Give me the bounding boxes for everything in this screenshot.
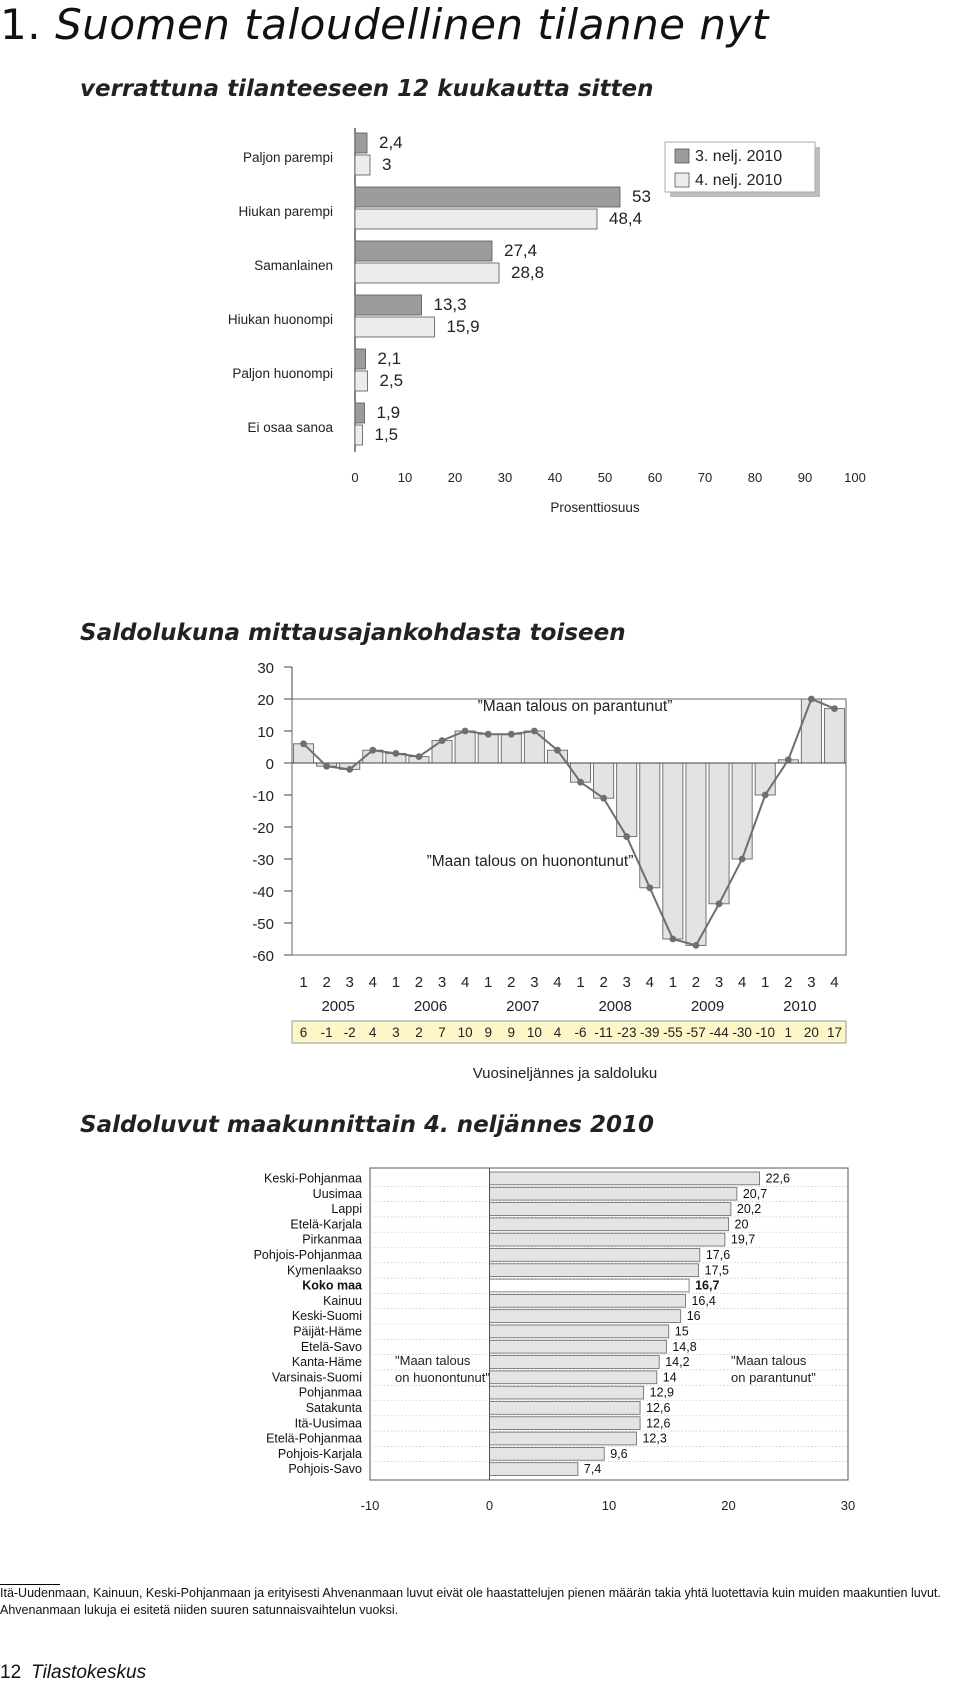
chart2-quarter-label: 4: [645, 974, 654, 991]
chart2-point: [346, 766, 353, 773]
chart1-bar-value: 27,4: [504, 241, 538, 260]
chart3-bar: [490, 1325, 669, 1338]
chart1-legend-swatch: [675, 149, 689, 163]
chart2-value-label: 1: [784, 1025, 793, 1040]
chart2-quarter-label: 1: [668, 974, 678, 991]
chart2-quarter-label: 3: [345, 974, 354, 991]
chart3-annotation-improved-2: on parantunut": [731, 1370, 816, 1385]
chart1-x-tick: 40: [547, 470, 563, 485]
chart1-bar: [355, 263, 499, 283]
chart1-bar: [355, 371, 368, 391]
chart2-point: [669, 936, 676, 943]
chart1-x-tick: 50: [597, 470, 613, 485]
chart2-y-tick: 10: [257, 724, 274, 741]
chart2-point: [808, 696, 815, 703]
chart2-quarter-label: 3: [622, 974, 631, 991]
chart3-bar-value: 14,2: [665, 1355, 690, 1370]
chart1-bar: [355, 133, 367, 153]
chart2-point: [369, 747, 376, 754]
chart2-point: [323, 763, 330, 770]
chart3-bar: [490, 1417, 641, 1430]
chart1-x-tick: 10: [397, 470, 413, 485]
chart2-point: [439, 737, 446, 744]
chart2-quarter-label: 4: [737, 974, 747, 991]
footnote-line-1: Itä-Uudenmaan, Kainuun, Keski-Pohjanmaan ja erityisesti Ahvenanmaan luvut eivät ole haastattelujen pienen määrän takia yhtä luotettavia kuin muiden maakuntien luvut.: [0, 1586, 941, 1600]
chart2-value-label: 6: [299, 1025, 308, 1040]
chart2-year-label: 2006: [413, 998, 448, 1015]
chart2-quarter-label: 3: [530, 974, 539, 991]
chart3-region-label: Lappi: [331, 1202, 362, 1217]
chart1-x-tick: 0: [351, 470, 359, 485]
chart2-quarter-label: 3: [714, 974, 724, 991]
chart1-category-label: Hiukan parempi: [238, 204, 333, 219]
chart2-point: [785, 756, 792, 763]
chart1-bar: [355, 403, 365, 423]
chart3-bar: [490, 1279, 690, 1292]
chart2-title: Saldolukuna mittausajankohdasta toiseen: [80, 620, 626, 646]
chart2-quarter-label: 1: [576, 974, 585, 991]
chart3-bar-value: 20,2: [736, 1202, 762, 1217]
chart2-quarter-label: 4: [553, 974, 562, 991]
chart2-point: [462, 728, 469, 735]
chart2-quarter-label: 4: [830, 974, 839, 991]
chart1-x-tick: 100: [844, 470, 866, 485]
chart3-region-label: Kanta-Häme: [291, 1355, 362, 1370]
chart1-title: verrattuna tilanteeseen 12 kuukautta sitten: [80, 76, 654, 102]
chart2-point: [623, 833, 630, 840]
chart2-point: [485, 731, 492, 738]
chart3-bar: [490, 1187, 737, 1200]
chart2-value-label: 9: [484, 1025, 492, 1040]
chart1-bar: [355, 425, 363, 445]
chart2-quarter-label: 1: [761, 974, 770, 991]
chart2-point: [831, 705, 838, 712]
chart3-bar: [490, 1356, 660, 1369]
chart3-bar: [490, 1172, 760, 1185]
chart2-value-label: -1: [320, 1025, 333, 1040]
chart3-bar: [490, 1310, 681, 1323]
chart3-bar-value: 22,6: [765, 1171, 790, 1186]
chart2-y-tick: -30: [252, 852, 274, 869]
chart2-bar: [801, 699, 821, 763]
chart2-year-label: 2007: [506, 998, 540, 1015]
chart2-y-tick: 0: [265, 756, 274, 773]
chart3-bar-value: 12,6: [646, 1416, 671, 1431]
chart3-region-label: Keski-Pohjanmaa: [264, 1171, 362, 1186]
chart2-quarter-label: 1: [391, 974, 401, 991]
chart2-point: [577, 779, 584, 786]
publisher-name: Tilastokeskus: [31, 1662, 147, 1683]
chart2-value-label: 4: [553, 1025, 562, 1040]
chart2-value-label: 2: [415, 1025, 423, 1040]
chart2-quarter-label: 4: [368, 974, 377, 991]
chart2-value-label: -2: [343, 1025, 356, 1040]
chart3-region-label: Pohjanmaa: [298, 1385, 362, 1400]
chart2-bar: [709, 763, 729, 904]
chart1-legend-label: 4. nelj. 2010: [695, 172, 783, 189]
chart1-bar-value: 2,5: [379, 371, 404, 390]
chart1-bar: [355, 349, 366, 369]
chart3-bar-value: 16,4: [691, 1293, 716, 1308]
chart2-quarter-label: 2: [322, 974, 331, 991]
chart2-annotation-improved: ”Maan talous on parantunut”: [477, 698, 673, 715]
chart3-region-label: Uusimaa: [312, 1186, 362, 1201]
chart1-category-label: Paljon huonompi: [232, 366, 333, 381]
chart2-bar: [663, 763, 683, 939]
chart2-quarter-label: 4: [460, 974, 470, 991]
chart1-bar: [355, 241, 492, 261]
chart2-value-label: 9: [507, 1025, 516, 1040]
chart2-svg: [0, 655, 960, 1085]
chart3-region-label: Kainuu: [323, 1293, 362, 1308]
page-number: 12: [0, 1662, 22, 1683]
chart2-point: [716, 900, 723, 907]
chart3-bar: [490, 1447, 605, 1460]
chart2-point: [392, 750, 399, 757]
chart2-quarter-label: 3: [437, 974, 447, 991]
chart3-bar-value: 20: [734, 1217, 749, 1232]
chart3-region-label: Etelä-Karjala: [290, 1217, 362, 1232]
chart1-x-label: Prosenttiosuus: [550, 500, 640, 515]
chart2-year-label: 2010: [783, 998, 817, 1015]
chart3-bar-value: 9,6: [610, 1446, 628, 1461]
chart2-value-label: -39: [640, 1025, 660, 1040]
chart3-bar-value: 12,6: [646, 1401, 671, 1415]
chart3-bar: [490, 1264, 699, 1277]
chart3-bar: [490, 1432, 637, 1445]
page-title: [0, 0, 769, 49]
chart3-region-label: Pohjois-Karjala: [277, 1446, 362, 1461]
chart3-bar-value: 12,3: [642, 1431, 667, 1446]
chart1-bar: [355, 209, 597, 229]
chart3-bar: [490, 1402, 641, 1415]
chart2-point: [762, 792, 769, 799]
chart3-x-tick: 10: [601, 1498, 617, 1513]
chart3-bar-value: 17,5: [704, 1263, 729, 1278]
chart2-y-tick: -10: [252, 788, 274, 805]
chart2-y-tick: 30: [257, 660, 274, 677]
chart3-annotation-worsened-2: on huonontunut": [395, 1370, 490, 1385]
chart2-point: [554, 747, 561, 754]
chart2-value-label: -23: [616, 1025, 637, 1040]
chart1-legend-label: 3. nelj. 2010: [695, 148, 783, 165]
chart1-bar-value: 53: [632, 187, 651, 206]
chart1-bar-value: 3: [382, 155, 392, 174]
chapter-number: 1.: [0, 0, 42, 49]
chart3-svg: [0, 1160, 960, 1520]
chart3-bar: [490, 1233, 725, 1246]
chart3-region-label: Kymenlaakso: [286, 1263, 362, 1278]
chart2-bar: [824, 709, 844, 763]
chart2-bar: [455, 731, 475, 763]
chart2-bar: [732, 763, 752, 859]
chart3-bar: [490, 1203, 731, 1216]
chart1-legend-swatch: [675, 173, 689, 187]
chart1-x-tick: 30: [497, 470, 513, 485]
chart1-category-label: Ei osaa sanoa: [247, 420, 333, 435]
chart1-svg: [0, 120, 960, 520]
chart2-point: [646, 884, 653, 891]
chart3-region-label: Päijät-Häme: [293, 1324, 362, 1339]
chapter-title: Suomen taloudellinen tilanne nyt: [55, 0, 769, 49]
chart3-x-tick: -10: [360, 1498, 380, 1513]
chart3-bar-value: 17,6: [705, 1248, 731, 1262]
chart1-bar: [355, 187, 620, 207]
chart3-x-tick: 0: [485, 1498, 494, 1513]
chart2-year-label: 2005: [321, 998, 355, 1015]
page-footer: [0, 1662, 146, 1684]
chart2-point: [531, 728, 538, 735]
chart2-quarter-label: 2: [507, 974, 516, 991]
chart3-bar-value: 7,4: [583, 1462, 602, 1477]
chart2-quarter-label: 3: [807, 974, 816, 991]
chart2-point: [600, 795, 607, 802]
chart3-bar-value: 16: [686, 1309, 701, 1324]
chart3-bar: [490, 1340, 667, 1353]
chart3-bar: [490, 1463, 578, 1476]
chart2-point: [416, 753, 423, 760]
chart3-bar-value: 20,7: [742, 1186, 768, 1201]
chart1-bar: [355, 155, 370, 175]
chart2-y-tick: -20: [252, 820, 274, 837]
chart2-bar: [501, 734, 521, 763]
chart2-value-label: 20: [803, 1025, 819, 1040]
chart2-line: [304, 699, 835, 945]
chart2-quarter-label: 2: [599, 974, 608, 991]
chart2-y-tick: -40: [252, 884, 274, 901]
chart2-value-label: -44: [709, 1025, 729, 1040]
chart2-value-label: -6: [574, 1025, 587, 1040]
chart2-value-label: -55: [663, 1025, 683, 1040]
chart2-value-label: -30: [732, 1025, 752, 1040]
chart3-region-label: Pohjois-Savo: [288, 1462, 362, 1477]
chart3-region-label: Keski-Suomi: [291, 1309, 362, 1324]
chart3-bar: [490, 1371, 657, 1384]
chart1-bar-value: 48,4: [609, 209, 643, 228]
chart3-region-label: Itä-Uusimaa: [294, 1416, 362, 1431]
chart2-annotation-worsened: ”Maan talous on huonontunut”: [426, 853, 634, 870]
chart3-region-label: Satakunta: [305, 1401, 362, 1415]
chart1-bar-value: 1,5: [374, 425, 399, 444]
chart1-x-tick: 20: [447, 470, 463, 485]
chart1-bar-value: 28,8: [511, 263, 545, 282]
chart2-value-label: -11: [594, 1025, 613, 1040]
chart1-bar-value: 1,9: [376, 403, 401, 422]
chart3-region-label: Pirkanmaa: [302, 1232, 362, 1247]
chart2-quarter-label: 1: [484, 974, 493, 991]
chart2-year-label: 2008: [598, 998, 632, 1015]
chart2-y-tick: -60: [252, 948, 274, 965]
footnote-line-2: Ahvenanmaan lukuja ei esitetä niiden suuren satunnaisvaihtelun vuoksi.: [0, 1603, 399, 1617]
chart2-quarter-label: 1: [299, 974, 308, 991]
chart3-bar-value: 16,7: [695, 1278, 720, 1293]
chart1-bar-value: 13,3: [433, 295, 467, 314]
chart3-bar-value: 15: [674, 1324, 689, 1339]
chart2-value-label: 17: [826, 1025, 842, 1040]
chart1-category-label: Hiukan huonompi: [227, 312, 333, 327]
chart2-point: [508, 731, 515, 738]
chart3-title: Saldoluvut maakunnittain 4. neljännes 2010: [80, 1112, 655, 1138]
chart3-bar: [490, 1294, 686, 1307]
chart1-x-tick: 60: [647, 470, 663, 485]
chart2-value-label: 3: [392, 1025, 400, 1040]
chart2-y-tick: 20: [257, 692, 274, 709]
chart3-region-label: Etelä-Pohjanmaa: [266, 1431, 362, 1446]
chart2-quarter-label: 2: [784, 974, 793, 991]
chart2-value-label: 10: [457, 1025, 473, 1040]
chart2-bar: [478, 734, 498, 763]
chart2-value-label: -57: [686, 1025, 706, 1040]
chart2-point: [739, 856, 746, 863]
chart1-x-tick: 90: [797, 470, 813, 485]
footnote: [0, 1585, 960, 1619]
chart2-value-label: 10: [526, 1025, 542, 1040]
chart2-bar: [755, 763, 775, 795]
chart3-x-tick: 30: [840, 1498, 856, 1513]
chart2-frame: [292, 699, 846, 955]
chart2-x-label: Vuosineljännes ja saldoluku: [472, 1065, 658, 1082]
chart3-region-label: Koko maa: [302, 1278, 362, 1293]
chart3-x-tick: 20: [721, 1498, 736, 1513]
chart3-region-label: Pohjois-Pohjanmaa: [253, 1248, 362, 1262]
chart3-annotation-improved-1: "Maan talous: [731, 1353, 807, 1368]
chart1-bar-value: 15,9: [446, 317, 480, 336]
chart3-bar-value: 14,8: [672, 1339, 697, 1354]
chart2-bar: [640, 763, 660, 888]
chart1-bar-value: 2,4: [379, 133, 403, 152]
chart1-bar: [355, 295, 422, 315]
chart2-bar: [686, 763, 706, 945]
chart3-region-label: Varsinais-Suomi: [271, 1370, 362, 1385]
chart1-x-tick: 70: [697, 470, 713, 485]
chart1-category-label: Samanlainen: [254, 258, 333, 273]
chart1-bar: [355, 317, 435, 337]
chart1-category-label: Paljon parempi: [242, 150, 333, 165]
chart2-quarter-label: 2: [691, 974, 701, 991]
chart3-bar-value: 12,9: [649, 1385, 674, 1400]
chart3-bar-value: 19,7: [730, 1232, 756, 1247]
chart3-bar-value: 14: [662, 1370, 677, 1385]
chart2-value-label: 4: [369, 1025, 377, 1040]
chart2-point: [300, 740, 307, 747]
chart1-bar-value: 2,1: [377, 349, 402, 368]
chart1-x-tick: 80: [747, 470, 763, 485]
chart3-bar: [490, 1249, 700, 1262]
chart2-year-label: 2009: [690, 998, 725, 1015]
chart3-region-label: Etelä-Savo: [300, 1339, 362, 1354]
chart2-quarter-label: 2: [414, 974, 424, 991]
chart2-y-tick: -50: [252, 916, 274, 933]
chart3-bar: [490, 1218, 729, 1231]
chart2-value-label: -10: [755, 1025, 775, 1040]
chart2-point: [693, 942, 700, 949]
chart2-value-label: 7: [438, 1025, 446, 1040]
chart3-annotation-worsened-1: "Maan talous: [395, 1353, 471, 1368]
chart3-bar: [490, 1386, 644, 1399]
